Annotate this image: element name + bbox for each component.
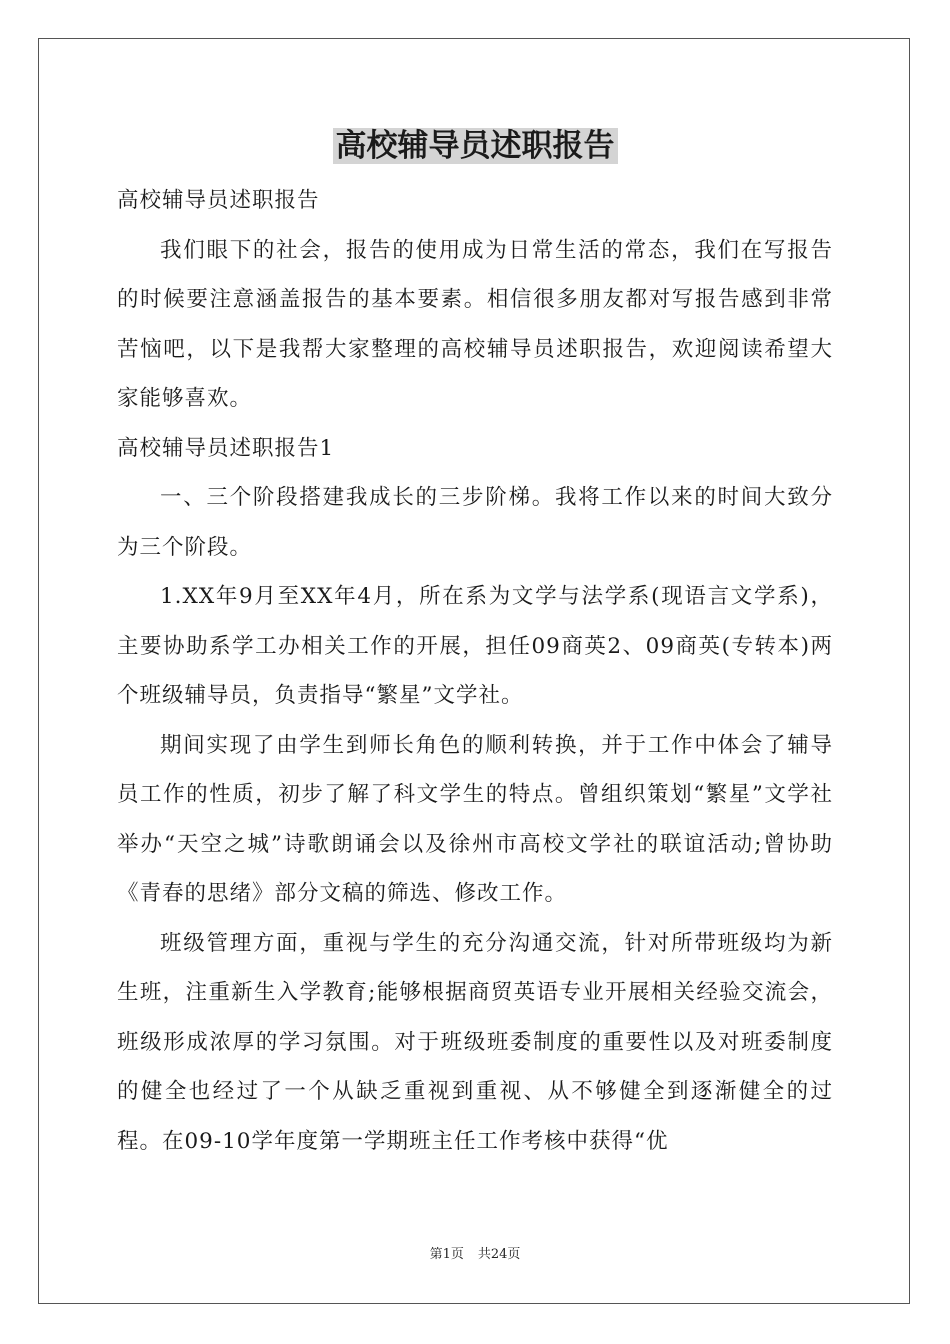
page-number: 第1页 [429,1247,464,1262]
paragraph: 高校辅导员述职报告 [117,188,320,213]
paragraph: 班级管理方面，重视与学生的充分沟通交流，针对所带班级均为新生班，注重新生入学教育;能够根据商贸英语专业开展相关经验交流会，班级形成浓厚的学习氛围。对于班级班委制度的重要性以及对班委制度的健全也经过了一个从缺乏重视到重视、从不够健全到逐渐健全的过程。在09-10学年度第一学期班主任工作考核中获得“优 [117,930,833,1154]
document-body [117,176,833,1166]
paragraph: 期间实现了由学生到师长角色的顺利转换，并于工作中体会了辅导员工作的性质，初步了解了科文学生的特点。曾组织策划“繁星”文学社举办“天空之城”诗歌朗诵会以及徐州市高校文学社的联谊活动;曾协助《青春的思绪》部分文稿的筛选、修改工作。 [117,732,833,906]
paragraph: 1.XX年9月至XX年4月，所在系为文学与法学系(现语言文学系)，主要协助系学工办相关工作的开展，担任09商英2、09商英(专转本)两个班级辅导员，负责指导“繁星”文学社。 [117,584,833,708]
paragraph: 高校辅导员述职报告1 [117,435,335,461]
paragraph: 我们眼下的社会，报告的使用成为日常生活的常态，我们在写报告的时候要注意涵盖报告的基本要素。相信很多朋友都对写报告感到非常苦恼吧，以下是我帮大家整理的高校辅导员述职报告，欢迎阅读希望大家能够喜欢。 [117,237,833,411]
paragraph: 一、三个阶段搭建我成长的三步阶梯。我将工作以来的时间大致分为三个阶段。 [117,485,833,560]
document-title-text: 高校辅导员述职报告 [333,128,618,164]
document-title [0,124,950,168]
page-footer [0,1246,950,1264]
page-total: 共24页 [477,1247,521,1262]
